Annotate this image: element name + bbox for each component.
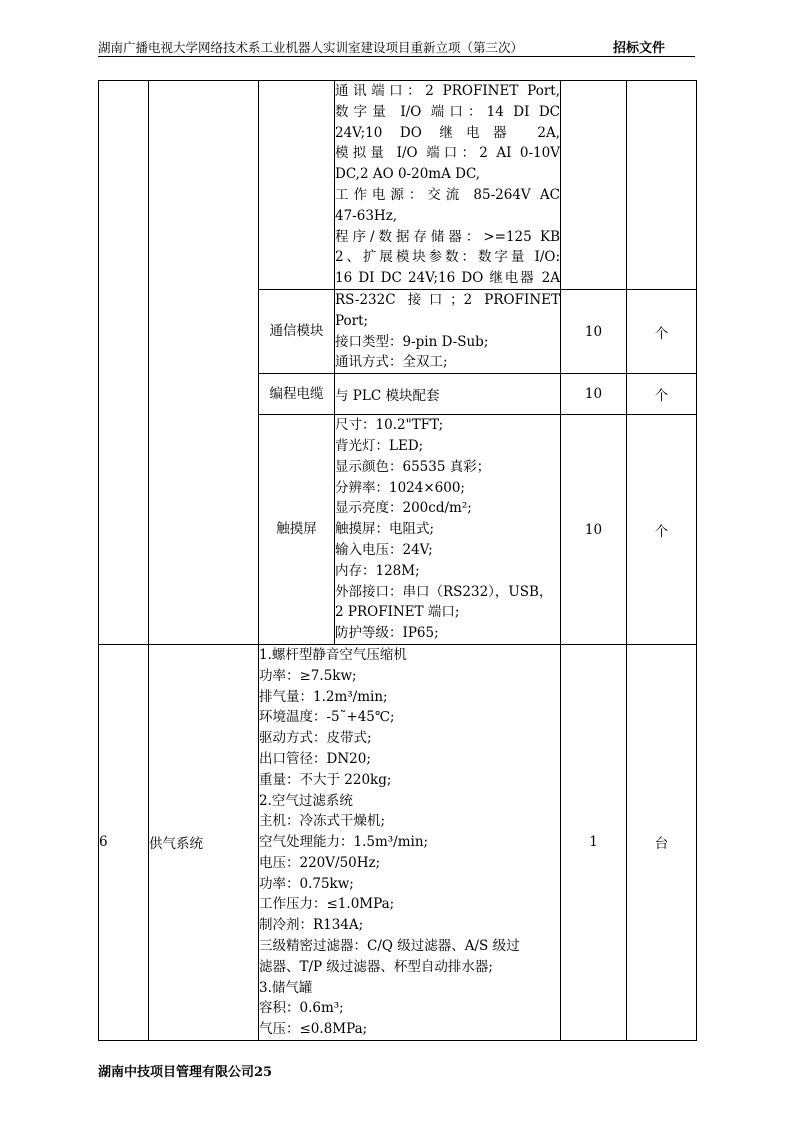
air-spec-line: 电压：220V/50Hz; — [259, 854, 381, 871]
touch-spec-line: 输入电压：24V; — [335, 541, 433, 558]
header-title: 湖南广播电视大学网络技术系工业机器人实训室建设项目重新立项（第三次） — [98, 40, 524, 55]
touch-spec-line: 显示颜色：65535 真彩； — [335, 458, 491, 475]
touch-spec-line: 内存：128M; — [335, 562, 420, 579]
plc-spec-line: 通讯端口：2 PROFINET Port, — [335, 83, 560, 99]
item-unit: 台 — [627, 644, 697, 1040]
air-spec-line: 3.储气罐 — [259, 979, 313, 996]
air-spec-line: 滤器、T/P 级过滤器、杯型自动排水器; — [259, 958, 493, 975]
comm-spec-line: 通讯方式：全双工; — [335, 354, 448, 371]
air-spec-line: 工作压力：≤1.0MPa; — [259, 896, 395, 913]
air-spec-line: 功率：≥7.5kw; — [259, 667, 357, 684]
item-name: 触摸屏 — [259, 415, 335, 645]
system-name: 供气系统 — [149, 644, 259, 1040]
page-footer — [98, 1061, 272, 1080]
touch-spec-line: 分辨率：1024×600; — [335, 479, 465, 496]
touch-spec-line: 外部接口：串口（RS232），USB， — [335, 583, 553, 600]
touch-spec-line: 2 PROFINET 端口; — [335, 604, 460, 621]
page-header — [98, 34, 695, 57]
air-supply-spec-cell — [259, 644, 561, 1040]
touch-screen-spec-cell — [335, 415, 561, 645]
unit-cell-empty — [627, 81, 697, 290]
plc-spec-line: 47-63Hz, — [335, 207, 398, 224]
item-name-cell-empty — [259, 81, 335, 290]
comm-module-spec-cell — [335, 289, 561, 373]
plc-spec-line: 工作电源：交流 85-264V AC — [335, 186, 560, 203]
prog-cable-spec: 与 PLC 模块配套 — [335, 374, 561, 415]
spec-table — [98, 80, 697, 1041]
item-unit: 个 — [627, 415, 697, 645]
plc-spec-line: 24V;10 DO 继电器 2A, — [335, 124, 560, 141]
plc-spec-line: 模拟量 I/O 端口：2 AI 0-10V — [335, 145, 560, 162]
air-spec-line: 容积：0.6m³; — [259, 1000, 344, 1017]
table-row — [99, 81, 697, 290]
index-cell-empty — [99, 81, 149, 645]
plc-spec-line: DC,2 AO 0-20mA DC, — [335, 166, 481, 183]
item-qty: 10 — [561, 415, 627, 645]
item-name: 编程电缆 — [259, 374, 335, 415]
footer-company: 湖南中技项目管理有限公司 — [98, 1065, 255, 1080]
comm-spec-line: Port; — [335, 312, 369, 329]
air-spec-line: 2.空气过滤系统 — [259, 792, 353, 809]
air-spec-line: 功率：0.75kw; — [259, 875, 354, 892]
air-spec-line: 环境温度：-5˜+45℃; — [259, 709, 395, 726]
air-spec-line: 出口管径：DN20; — [259, 750, 371, 767]
touch-spec-line: 触摸屏：电阻式; — [335, 521, 435, 538]
touch-spec-line: 显示亮度：200cd/m²; — [335, 500, 472, 517]
comm-spec-line: RS-232C 接口；2 PROFINET — [335, 291, 560, 308]
air-spec-line: 制冷剂：R134A; — [259, 917, 364, 934]
plc-spec-line: 16 DI DC 24V;16 DO 继电器 2A — [335, 270, 560, 287]
qty-cell-empty — [561, 81, 627, 290]
system-cell-empty — [149, 81, 259, 645]
air-spec-line: 重量：不大于 220kg; — [259, 771, 392, 788]
item-qty: 1 — [561, 644, 627, 1040]
comm-spec-line: 接口类型：9-pin D-Sub; — [335, 333, 489, 350]
touch-spec-line: 防护等级：IP65; — [335, 625, 439, 642]
item-unit: 个 — [627, 289, 697, 373]
air-spec-line: 1.螺杆型静音空气压缩机 — [259, 646, 407, 663]
item-index: 6 — [99, 644, 149, 1040]
header-doc-type: 招标文件 — [612, 41, 665, 56]
item-unit: 个 — [627, 374, 697, 415]
item-qty: 10 — [561, 374, 627, 415]
air-spec-line: 驱动方式：皮带式; — [259, 730, 372, 747]
plc-spec-line: 2、扩展模块参数：数字量 I/O: — [335, 249, 560, 266]
table-row — [99, 644, 697, 1040]
air-spec-line: 空气处理能力：1.5m³/min; — [259, 834, 429, 851]
page-number: 25 — [254, 1065, 273, 1080]
air-spec-line: 主机：冷冻式干燥机; — [259, 813, 386, 830]
item-name: 通信模块 — [259, 289, 335, 373]
air-spec-line: 排气量：1.2m³/min; — [259, 688, 388, 705]
item-qty: 10 — [561, 289, 627, 373]
air-spec-line: 三级精密过滤器：C/Q 级过滤器、A/S 级过 — [259, 938, 520, 955]
plc-spec-line: 程序/数据存储器：>=125 KB — [335, 228, 560, 245]
plc-spec-cell — [335, 81, 561, 290]
plc-spec-line: 数字量 I/O 端口：14 DI DC — [335, 103, 560, 120]
touch-spec-line: 尺寸：10.2"TFT; — [335, 417, 444, 434]
air-spec-line: 气压：≤0.8MPa; — [259, 1021, 368, 1038]
touch-spec-line: 背光灯：LED; — [335, 437, 424, 454]
